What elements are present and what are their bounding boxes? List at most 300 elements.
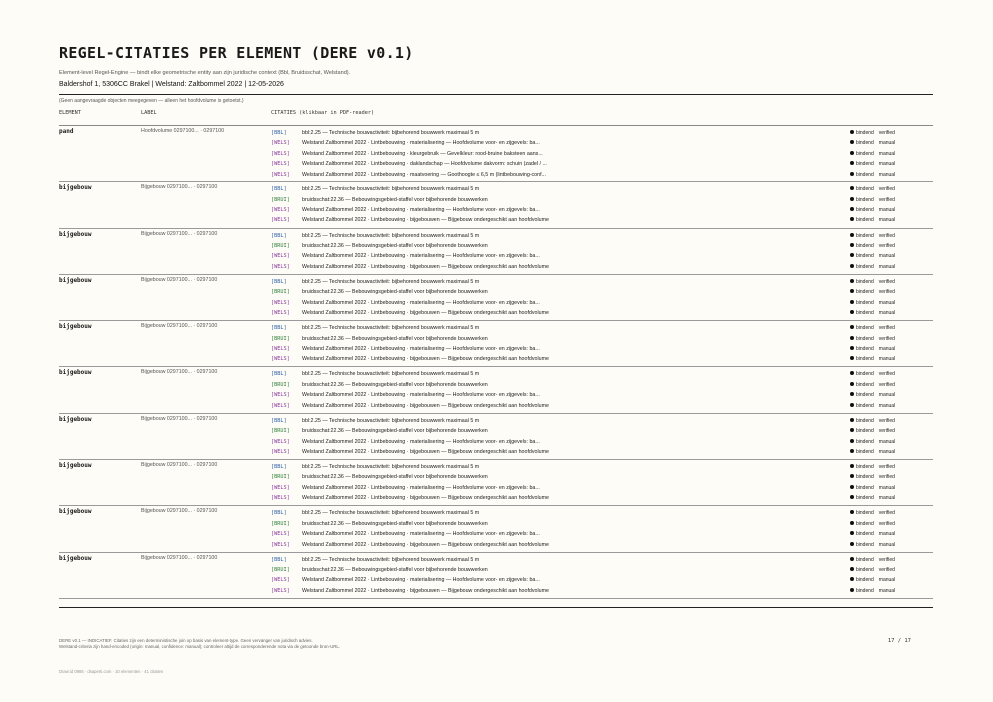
footer-line-2: Welstand-criteria zijn hand-encoded (origin: manual, confidence: manual); controleer altijd de corresponderende nota via de getoonde bron-URL. <box>59 644 341 649</box>
verification-value: manual <box>878 253 896 260</box>
scope-note: (Geen aangevraagde objecten meegegeven — alleen het hoofdvolume is getoetst.) <box>59 98 244 104</box>
source-tag: [BRUI] <box>271 474 290 481</box>
status-label: bindend <box>856 577 874 584</box>
citation-link[interactable]: bruidsschat:22.36 — Bebouwingsgebied-staffel voor bijbehorende bouwwerken <box>302 289 488 296</box>
status-badge <box>850 510 895 517</box>
status-badge <box>850 567 895 574</box>
status-label: bindend <box>856 356 874 363</box>
source-tag: [WELS] <box>271 150 290 157</box>
status-badge <box>850 172 895 179</box>
citation-row[interactable] <box>271 392 933 402</box>
citation-link[interactable]: Welstand Zaltbommel 2022 · Lintbebouwing · materialisering — Hoofdvolume voor- en zijgevels: ba... <box>302 253 540 260</box>
status-label: bindend <box>856 587 874 594</box>
bullet-dot-icon <box>850 130 854 134</box>
element-label: Hoofdvolume 0297100... · 0297100 <box>141 128 225 134</box>
verification-value: manual <box>878 448 896 455</box>
bullet-dot-icon <box>850 172 854 176</box>
status-label: bindend <box>856 371 874 378</box>
status-badge <box>850 346 895 353</box>
citation-row[interactable] <box>271 243 933 253</box>
citation-row[interactable] <box>271 588 933 598</box>
page-subtitle: Element-level Regel-Engine — bindt elke geometrische entity aan zijn juridische context (Bbl, Bruidsschat, Welstand). <box>59 70 351 76</box>
status-badge <box>850 151 895 158</box>
verification-value: manual <box>878 161 896 168</box>
verification-value: verified <box>878 428 895 435</box>
citation-link[interactable]: bbl:2.25 — Technische bouwactiviteit: bijbehorend bouwwerk maximaal 5 m <box>302 371 480 378</box>
citation-row[interactable] <box>271 186 933 196</box>
citation-link[interactable]: bruidsschat:22.36 — Bebouwingsgebied-staffel voor bijbehorende bouwwerken <box>302 381 488 388</box>
source-tag: [BRUI] <box>271 428 290 435</box>
source-tag: [WELS] <box>271 577 290 584</box>
status-label: bindend <box>856 392 874 399</box>
status-label: bindend <box>856 232 874 239</box>
source-tag: [WELS] <box>271 356 290 363</box>
citation-link[interactable]: bbl:2.25 — Technische bouwactiviteit: bijbehorend bouwwerk maximaal 5 m <box>302 417 480 424</box>
citation-link[interactable]: Welstand Zaltbommel 2022 · Lintbebouwing · materialisering — Hoofdvolume voor- en zijgevels: ba... <box>302 577 540 584</box>
citation-link[interactable]: bruidsschat:22.36 — Bebouwingsgebied-staffel voor bijbehorende bouwwerken <box>302 474 488 481</box>
citation-row[interactable] <box>271 151 933 161</box>
citation-row[interactable] <box>271 495 933 505</box>
element-label: Bijgebouw 0297100... · 0297100 <box>141 415 218 422</box>
source-tag: [BBL] <box>271 417 287 424</box>
verification-value: verified <box>878 289 895 296</box>
verification-value: manual <box>878 150 896 157</box>
citation-link[interactable]: bbl:2.25 — Technische bouwactiviteit: bijbehorend bouwwerk maximaal 5 m <box>302 232 480 239</box>
element-label: Bijgebouw 0297100... · 0297100 <box>141 462 218 469</box>
citation-row[interactable] <box>271 325 933 335</box>
citation-row[interactable] <box>271 521 933 531</box>
citation-link[interactable]: Welstand Zaltbommel 2022 · Lintbebouwing · materialisering — Hoofdvolume voor- en zijgevels: ba... <box>302 484 540 491</box>
verification-value: manual <box>878 171 896 178</box>
status-badge <box>850 197 895 204</box>
source-tag: [WELS] <box>271 217 290 224</box>
citation-link[interactable]: Welstand Zaltbommel 2022 · Lintbebouwing · materialisering — Hoofdvolume voor- en zijgevels: ba... <box>302 140 540 147</box>
status-badge <box>850 233 895 240</box>
bullet-dot-icon <box>850 186 854 190</box>
status-label: bindend <box>856 130 874 136</box>
status-label: bindend <box>856 242 874 249</box>
bullet-dot-icon <box>850 439 854 443</box>
citation-row[interactable] <box>271 557 933 567</box>
citation-link[interactable]: Welstand Zaltbommel 2022 · Lintbebouwing · materialisering — Hoofdvolume voor- en zijgevels: ba... <box>302 345 540 352</box>
citation-link[interactable]: Welstand Zaltbommel 2022 · Lintbebouwing · bijgebouwen — Bijgebouw ondergeschikt aan hoofdvolume <box>302 217 549 224</box>
bullet-dot-icon <box>850 264 854 268</box>
citation-row[interactable] <box>271 279 933 289</box>
status-label: bindend <box>856 310 874 317</box>
verification-value: verified <box>878 567 895 574</box>
status-label: bindend <box>856 474 874 481</box>
citation-table <box>59 126 933 599</box>
status-label: bindend <box>856 495 874 502</box>
citation-row[interactable] <box>271 567 933 577</box>
status-badge <box>850 356 895 363</box>
citation-row[interactable] <box>271 371 933 381</box>
element-group <box>59 321 933 367</box>
citation-link[interactable]: Welstand Zaltbommel 2022 · Lintbebouwing · bijgebouwen — Bijgebouw ondergeschikt aan hoofdvolume <box>302 263 549 270</box>
source-tag: [BBL] <box>271 464 287 471</box>
citation-link[interactable]: bbl:2.25 — Technische bouwactiviteit: bijbehorend bouwwerk maximaal 5 m <box>302 130 480 136</box>
source-tag: [WELS] <box>271 263 290 270</box>
bullet-dot-icon <box>850 253 854 257</box>
status-badge <box>850 392 895 399</box>
status-label: bindend <box>856 263 874 270</box>
citation-link[interactable]: bbl:2.25 — Technische bouwactiviteit: bijbehorend bouwwerk maximaal 5 m <box>302 325 480 332</box>
bullet-dot-icon <box>850 449 854 453</box>
status-label: bindend <box>856 438 874 445</box>
source-tag: [BBL] <box>271 186 287 193</box>
element-name: bijgebouw <box>59 276 92 284</box>
source-tag: [BBL] <box>271 278 287 285</box>
citation-row[interactable] <box>271 346 933 356</box>
citation-link[interactable]: bruidsschat:22.36 — Bebouwingsgebied-staffel voor bijbehorende bouwwerken <box>302 567 488 574</box>
citation-link[interactable]: Welstand Zaltbommel 2022 · Lintbebouwing · bijgebouwen — Bijgebouw ondergeschikt aan hoofdvolume <box>302 495 549 502</box>
status-label: bindend <box>856 428 874 435</box>
status-badge <box>850 279 895 286</box>
verification-value: verified <box>878 474 895 481</box>
bullet-dot-icon <box>850 495 854 499</box>
citation-row[interactable] <box>271 428 933 438</box>
citation-row[interactable] <box>271 289 933 299</box>
citation-link[interactable]: bruidsschat:22.36 — Bebouwingsgebied-staffel voor bijbehorende bouwwerken <box>302 335 488 342</box>
verification-value: manual <box>878 217 896 224</box>
element-name: pand <box>59 128 74 135</box>
status-label: bindend <box>856 186 874 193</box>
status-badge <box>850 217 895 224</box>
bullet-dot-icon <box>850 474 854 478</box>
element-group <box>59 229 933 275</box>
bullet-dot-icon <box>850 310 854 314</box>
status-badge <box>850 403 895 410</box>
source-tag: [WELS] <box>271 402 290 409</box>
bullet-dot-icon <box>850 140 854 144</box>
bullet-dot-icon <box>850 233 854 237</box>
citation-link[interactable]: bbl:2.25 — Technische bouwactiviteit: bijbehorend bouwwerk maximaal 5 m <box>302 278 480 285</box>
element-label: Bijgebouw 0297100... · 0297100 <box>141 508 218 515</box>
status-label: bindend <box>856 531 874 538</box>
status-label: bindend <box>856 417 874 424</box>
verification-value: verified <box>878 510 895 517</box>
verification-value: manual <box>878 531 896 538</box>
source-tag: [BBL] <box>271 510 287 517</box>
status-badge <box>850 336 895 343</box>
status-badge <box>850 130 895 137</box>
status-badge <box>850 300 895 307</box>
element-label: Bijgebouw 0297100... · 0297100 <box>141 369 218 376</box>
citation-link[interactable]: Welstand Zaltbommel 2022 · Lintbebouwing · bijgebouwen — Bijgebouw ondergeschikt aan hoofdvolume <box>302 448 549 455</box>
bullet-dot-icon <box>850 217 854 221</box>
citation-link[interactable]: bruidsschat:22.36 — Bebouwingsgebied-staffel voor bijbehorende bouwwerken <box>302 428 488 435</box>
source-tag: [BBL] <box>271 130 287 136</box>
status-label: bindend <box>856 556 874 563</box>
citation-row[interactable] <box>271 449 933 459</box>
source-tag: [BRUI] <box>271 242 290 249</box>
verification-value: verified <box>878 371 895 378</box>
status-badge <box>850 325 895 332</box>
source-tag: [WELS] <box>271 531 290 538</box>
source-tag: [WELS] <box>271 253 290 260</box>
bullet-dot-icon <box>850 325 854 329</box>
status-label: bindend <box>856 171 874 178</box>
source-tag: [BBL] <box>271 232 287 239</box>
status-badge <box>850 264 895 271</box>
column-header-citaties: CITATIES (klikbaar in PDF-reader) <box>271 110 375 116</box>
citation-row[interactable] <box>271 253 933 263</box>
citation-link[interactable]: bbl:2.25 — Technische bouwactiviteit: bijbehorend bouwwerk maximaal 5 m <box>302 556 480 563</box>
address-meta: Baldershof 1, 5306CC Brakel | Welstand: Zaltbommel 2022 | 12-05-2026 <box>59 81 284 88</box>
status-badge <box>850 161 895 168</box>
status-label: bindend <box>856 299 874 306</box>
verification-value: manual <box>878 577 896 584</box>
element-name: bijgebouw <box>59 369 92 377</box>
bullet-dot-icon <box>850 510 854 514</box>
citation-link[interactable]: bruidsschat:22.36 — Bebouwingsgebied-staffel voor bijbehorende bouwwerken <box>302 196 488 203</box>
status-label: bindend <box>856 448 874 455</box>
citation-link[interactable]: Welstand Zaltbommel 2022 · Lintbebouwing · bijgebouwen — Bijgebouw ondergeschikt aan hoofdvolume <box>302 402 549 409</box>
citation-row[interactable] <box>271 310 933 320</box>
citation-link[interactable]: Welstand Zaltbommel 2022 · Lintbebouwing · bijgebouwen — Bijgebouw ondergeschikt aan hoofdvolume <box>302 541 549 548</box>
citation-link[interactable]: Welstand Zaltbommel 2022 · Lintbebouwing · kleurgebruik — Gevelkleur: rood-bruine baksteen aans... <box>302 150 543 157</box>
status-badge <box>850 140 895 147</box>
status-label: bindend <box>856 345 874 352</box>
verification-value: verified <box>878 278 895 285</box>
bullet-dot-icon <box>850 542 854 546</box>
bullet-dot-icon <box>850 392 854 396</box>
source-tag: [WELS] <box>271 495 290 502</box>
bullet-dot-icon <box>850 521 854 525</box>
status-label: bindend <box>856 253 874 260</box>
verification-value: manual <box>878 392 896 399</box>
citation-row[interactable] <box>271 531 933 541</box>
source-tag: [BRUI] <box>271 567 290 574</box>
source-tag: [WELS] <box>271 448 290 455</box>
verification-value: verified <box>878 464 895 471</box>
status-label: bindend <box>856 278 874 285</box>
citation-link[interactable]: Welstand Zaltbommel 2022 · Lintbebouwing · bijgebouwen — Bijgebouw ondergeschikt aan hoofdvolume <box>302 587 549 594</box>
source-tag: [WELS] <box>271 392 290 399</box>
citation-row[interactable] <box>271 140 933 150</box>
status-badge <box>850 485 895 492</box>
citation-row[interactable] <box>271 207 933 217</box>
citation-row[interactable] <box>271 474 933 484</box>
element-name: bijgebouw <box>59 415 92 423</box>
citation-row[interactable] <box>271 233 933 243</box>
bullet-dot-icon <box>850 577 854 581</box>
citation-link[interactable]: Welstand Zaltbommel 2022 · Lintbebouwing · materialisering — Hoofdvolume voor- en zijgevels: ba... <box>302 392 540 399</box>
status-label: bindend <box>856 381 874 388</box>
source-tag: [BBL] <box>271 556 287 563</box>
bullet-dot-icon <box>850 371 854 375</box>
source-tag: [WELS] <box>271 161 290 168</box>
element-group <box>59 182 933 228</box>
status-label: bindend <box>856 161 874 168</box>
status-badge <box>850 207 895 214</box>
bullet-dot-icon <box>850 464 854 468</box>
status-label: bindend <box>856 484 874 491</box>
element-label: Bijgebouw 0297100... · 0297100 <box>141 230 218 237</box>
citation-link[interactable]: Welstand Zaltbommel 2022 · Lintbebouwing · daklandschap — Hoofdvolume dakvorm: schuin (zadel / ... <box>302 161 547 168</box>
verification-value: verified <box>878 130 895 136</box>
verification-value: verified <box>878 186 895 193</box>
verification-value: manual <box>878 345 896 352</box>
status-badge <box>850 371 895 378</box>
verification-value: manual <box>878 310 896 317</box>
status-badge <box>850 521 895 528</box>
status-badge <box>850 542 895 549</box>
element-label: Bijgebouw 0297100... · 0297100 <box>141 276 218 283</box>
citation-row[interactable] <box>271 161 933 171</box>
status-label: bindend <box>856 520 874 527</box>
bullet-dot-icon <box>850 289 854 293</box>
verification-value: verified <box>878 232 895 239</box>
element-group <box>59 367 933 413</box>
status-label: bindend <box>856 289 874 296</box>
verification-value: manual <box>878 402 896 409</box>
verification-value: manual <box>878 263 896 270</box>
citation-row[interactable] <box>271 217 933 227</box>
verification-value: manual <box>878 207 896 214</box>
status-badge <box>850 577 895 584</box>
citation-row[interactable] <box>271 197 933 207</box>
source-tag: [BBL] <box>271 371 287 378</box>
citation-row[interactable] <box>271 464 933 474</box>
bullet-dot-icon <box>850 300 854 304</box>
source-tag: [WELS] <box>271 310 290 317</box>
citation-link[interactable]: bbl:2.25 — Technische bouwactiviteit: bijbehorend bouwwerk maximaal 5 m <box>302 510 480 517</box>
verification-value: verified <box>878 381 895 388</box>
citation-row[interactable] <box>271 336 933 346</box>
status-label: bindend <box>856 325 874 332</box>
element-group <box>59 506 933 552</box>
source-tag: [WELS] <box>271 171 290 178</box>
citation-row[interactable] <box>271 439 933 449</box>
status-badge <box>850 310 895 317</box>
header-divider <box>59 94 933 95</box>
source-tag: [BBL] <box>271 325 287 332</box>
bullet-dot-icon <box>850 197 854 201</box>
citation-link[interactable]: bbl:2.25 — Technische bouwactiviteit: bijbehorend bouwwerk maximaal 5 m <box>302 186 480 193</box>
source-tag: [BRUI] <box>271 520 290 527</box>
element-label: Bijgebouw 0297100... · 0297100 <box>141 323 218 330</box>
verification-value: manual <box>878 438 896 445</box>
page-title: REGEL-CITATIES PER ELEMENT (DERE v0.1) <box>59 44 414 62</box>
bullet-dot-icon <box>850 207 854 211</box>
status-badge <box>850 474 895 481</box>
bullet-dot-icon <box>850 418 854 422</box>
bullet-dot-icon <box>850 428 854 432</box>
bullet-dot-icon <box>850 346 854 350</box>
citation-row[interactable] <box>271 403 933 413</box>
citation-link[interactable]: bruidsschat:22.36 — Bebouwingsgebied-staffel voor bijbehorende bouwwerken <box>302 242 488 249</box>
citation-link[interactable]: Welstand Zaltbommel 2022 · Lintbebouwing · bijgebouwen — Bijgebouw ondergeschikt aan hoofdvolume <box>302 356 549 363</box>
citation-row[interactable] <box>271 510 933 520</box>
bullet-dot-icon <box>850 485 854 489</box>
column-header-label: LABEL <box>141 110 157 116</box>
bullet-dot-icon <box>850 588 854 592</box>
source-tag: [WELS] <box>271 587 290 594</box>
status-label: bindend <box>856 567 874 574</box>
bullet-dot-icon <box>850 243 854 247</box>
citation-row[interactable] <box>271 356 933 366</box>
citation-link[interactable]: Welstand Zaltbommel 2022 · Lintbebouwing · bijgebouwen — Bijgebouw ondergeschikt aan hoofdvolume <box>302 310 549 317</box>
citation-row[interactable] <box>271 130 933 140</box>
status-badge <box>850 253 895 260</box>
citation-row[interactable] <box>271 264 933 274</box>
verification-value: manual <box>878 484 896 491</box>
citation-link[interactable]: Welstand Zaltbommel 2022 · Lintbebouwing · materialisering — Hoofdvolume voor- en zijgevels: ba... <box>302 299 540 306</box>
element-label: Bijgebouw 0297100... · 0297100 <box>141 554 218 561</box>
citation-row[interactable] <box>271 542 933 552</box>
status-badge <box>850 439 895 446</box>
bullet-dot-icon <box>850 403 854 407</box>
element-group <box>59 460 933 506</box>
source-tag: [WELS] <box>271 299 290 306</box>
element-name: bijgebouw <box>59 323 92 331</box>
citation-row[interactable] <box>271 577 933 587</box>
citation-row[interactable] <box>271 300 933 310</box>
status-badge <box>850 382 895 389</box>
source-tag: [WELS] <box>271 345 290 352</box>
citation-link[interactable]: Welstand Zaltbommel 2022 · Lintbebouwing · materialisering — Hoofdvolume voor- en zijgevels: ba... <box>302 531 540 538</box>
verification-value: manual <box>878 140 896 147</box>
verification-value: manual <box>878 356 896 363</box>
bullet-dot-icon <box>850 161 854 165</box>
verification-value: manual <box>878 495 896 502</box>
status-label: bindend <box>856 541 874 548</box>
status-label: bindend <box>856 464 874 471</box>
verification-value: verified <box>878 556 895 563</box>
status-badge <box>850 464 895 471</box>
citation-link[interactable]: Welstand Zaltbommel 2022 · Lintbebouwing · materialisering — Hoofdvolume voor- en zijgevels: ba... <box>302 207 540 214</box>
status-label: bindend <box>856 150 874 157</box>
citation-link[interactable]: Welstand Zaltbommel 2022 · Lintbebouwing · materialisering — Hoofdvolume voor- en zijgevels: ba... <box>302 438 540 445</box>
verification-value: verified <box>878 196 895 203</box>
status-badge <box>850 449 895 456</box>
source-tag: [WELS] <box>271 140 290 147</box>
status-label: bindend <box>856 402 874 409</box>
table-bottom-divider <box>59 607 933 608</box>
status-badge <box>850 588 895 595</box>
page-number: 17 / 17 <box>887 638 911 644</box>
verification-value: verified <box>878 417 895 424</box>
citation-link[interactable]: bbl:2.25 — Technische bouwactiviteit: bijbehorend bouwwerk maximaal 5 m <box>302 464 480 471</box>
source-tag: [WELS] <box>271 484 290 491</box>
citation-link[interactable]: bruidsschat:22.36 — Bebouwingsgebied-staffel voor bijbehorende bouwwerken <box>302 520 488 527</box>
citation-link[interactable]: Welstand Zaltbommel 2022 · Lintbebouwing · maatvoering — Goothoogte ≤ 6,5 m (lintbebouwing-conf... <box>302 171 546 178</box>
status-badge <box>850 531 895 538</box>
footer-bottom-line: Draw:id 0986 · dsaperti.com · 10 elementen · 41 citaties <box>59 669 164 674</box>
bullet-dot-icon <box>850 336 854 340</box>
element-group <box>59 275 933 321</box>
citation-row[interactable] <box>271 418 933 428</box>
bullet-dot-icon <box>850 356 854 360</box>
bullet-dot-icon <box>850 531 854 535</box>
source-tag: [BRUI] <box>271 381 290 388</box>
status-badge <box>850 428 895 435</box>
verification-value: verified <box>878 335 895 342</box>
status-badge <box>850 495 895 502</box>
status-badge <box>850 289 895 296</box>
status-label: bindend <box>856 510 874 517</box>
citation-row[interactable] <box>271 485 933 495</box>
status-label: bindend <box>856 335 874 342</box>
status-label: bindend <box>856 207 874 214</box>
element-name: bijgebouw <box>59 554 92 562</box>
citation-row[interactable] <box>271 172 933 182</box>
status-label: bindend <box>856 140 874 147</box>
element-group <box>59 414 933 460</box>
element-name: bijgebouw <box>59 184 92 192</box>
citation-row[interactable] <box>271 382 933 392</box>
